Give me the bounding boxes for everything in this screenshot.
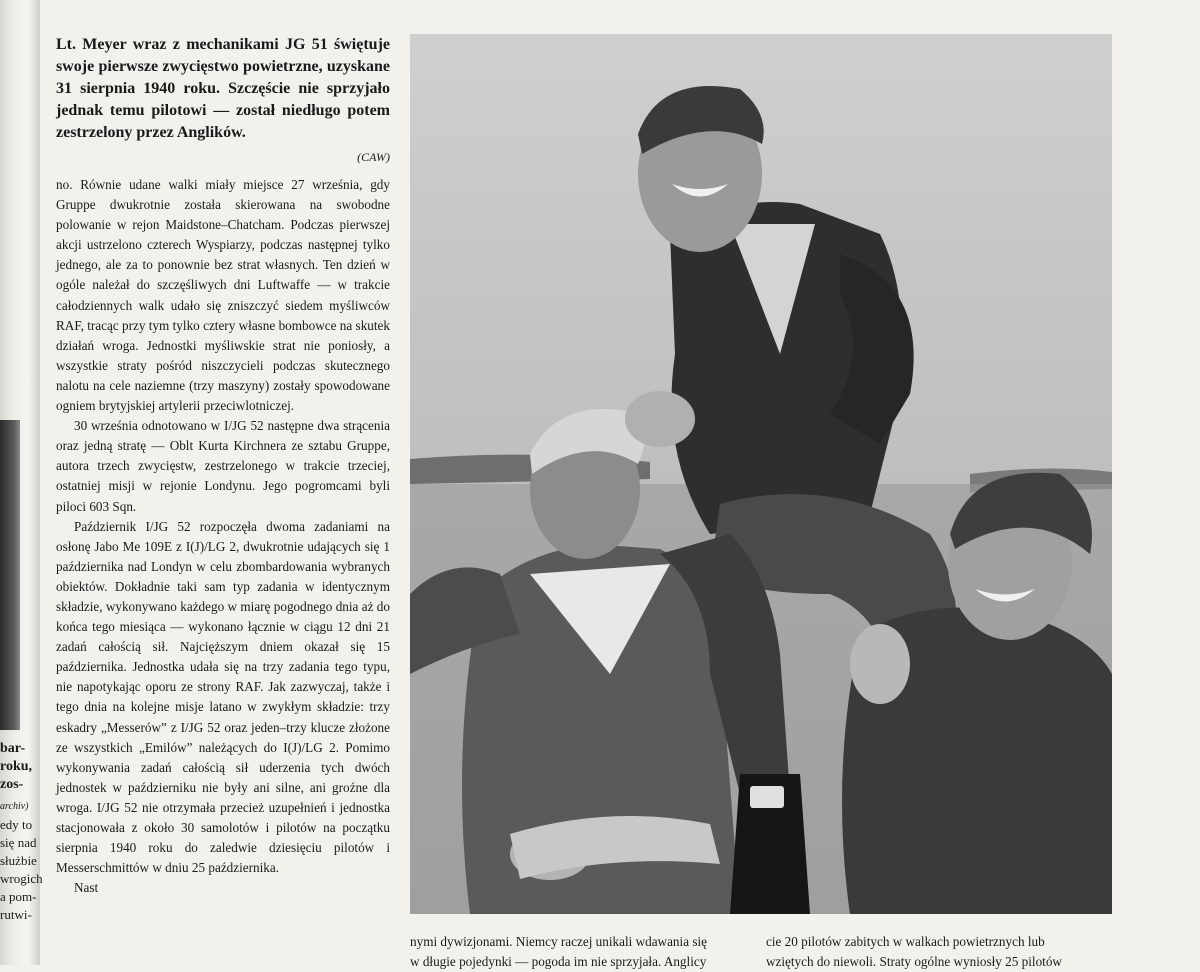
paragraph: 30 września odnotowano w I/JG 52 następne dwa strącenia oraz jedną stratę — Oblt Kurta Kirchnera ze sztabu Gruppe, autora trzech zwycięstw, zestrzelonego w trakcie trzeciej, ostatniej misji w rejonie Londynu. Jego pogromcami byli piloci 603 Sqn. [56,418,390,514]
photo-caption: Lt. Meyer wraz z mechanikami JG 51 świętuje swoje pierwsze zwycięstwo powietrzne, uzyskane 31 sierpnia 1940 roku. Szczęście nie sprzyjało jednak temu pilotowi — został niedługo potem zestrzelony przez Anglików. [56,36,390,141]
paragraph: Październik I/JG 52 rozpoczęła dwoma zadaniami na osłonę Jabo Me 109E z I(J)/LG 2, dwukrotnie udających się 1 października nad Londyn w celu zbombardowania wybranych obiektów. Dokładnie taki sam typ zadania w identycznym składzie, wykonywano każdego w miarę pogodnego dnia aż do końca tego miesiąca — wykonano łącznie w ciągu 12 dni 21 zadań całością sił. Najcięższym dniem okazał się 15 października. Jednostka udała się na trzy zadania tego typu, nie napotykając oporu ze strony RAF. Jak zazwyczaj, także i tego dnia na kolejne misje latano w zwykłym składzie: trzy eskadry „Messerów” z I/JG 52 oraz jeden–trzy klucze złożone ze wszystkich „Emilów” należących do I(J)/LG 2. Pomimo wykonywania zadań całością sił uderzenia tych dwóch jednostek w październiku nie były ani silne, ani groźne dla wroga. I/JG 52 nie otrzymała przecież uzupełnień i jednostka stacjonowała z około 30 samolotów i pilotów na początku sierpnia 1940 roku do zaledwie dziesięciu pilotów i Messerschmittów w dniu 25 października. [56,518,390,876]
paragraph: Nast [74,880,99,896]
prev-body-line: edy to [0,817,33,832]
prev-body-line: służbie [0,853,37,868]
paragraph: no. Równie udane walki miały miejsce 27 września, gdy Gruppe dwukrotnie została skierowana na swobodne polowanie w rejon Maidstone–Chatcham. Podczas pierwszej akcji ustrzelono czterech Wyspiarzy, podczas następnej tylko jednego, ale za to ponownie bez strat własnych. Ten dzień w ogóle należał do szczęśliwych dni Luftwaffe — w trakcie całodziennych walk udało się zniszczyć siedem myśliwców RAF, tracąc przy tym tylko cztery własne bombowce na skutek działań wroga. Jednostki myśliwskie strat nie poniosły, a wszystkie straty pośród niszczycieli podczas skutecznego nalotu na cele naziemne (trzy maszyny) zostały spowodowane ogniem brytyjskiej artylerii przeciwlotniczej. [56,177,390,414]
article-body [56,175,390,898]
photo-credit: (CAW) [357,150,390,164]
prev-bold-line: bar- [0,741,26,756]
bottom-line: wziętych do niewoli. Straty ogólne wyniosły 25 pilotów [766,954,1062,969]
prev-body-line: rutwi- [0,907,32,922]
prev-credit: archiv) [0,801,29,812]
left-text-column [56,34,390,898]
prev-body-line: wrogich [0,871,43,886]
bottom-line: nymi dywizjonami. Niemcy raczej unikali wdawania się [410,934,707,949]
bottom-line: cie 20 pilotów zabitych w walkach powietrznych lub [766,934,1045,949]
photo-illustration [410,34,1112,914]
prev-bold-line: roku, [0,759,33,774]
bottom-line: w długie pojedynki — pogoda im nie sprzyjała. Anglicy [410,954,707,969]
prev-body-line: się nad [0,835,37,850]
bottom-column-1 [410,932,746,972]
photograph [410,34,1112,914]
prev-bold-line: zos- [0,777,24,792]
previous-page-text [0,740,43,965]
prev-body-line: a pom- [0,889,37,904]
bottom-column-2 [766,932,1112,972]
previous-page-photo-edge [0,420,20,730]
